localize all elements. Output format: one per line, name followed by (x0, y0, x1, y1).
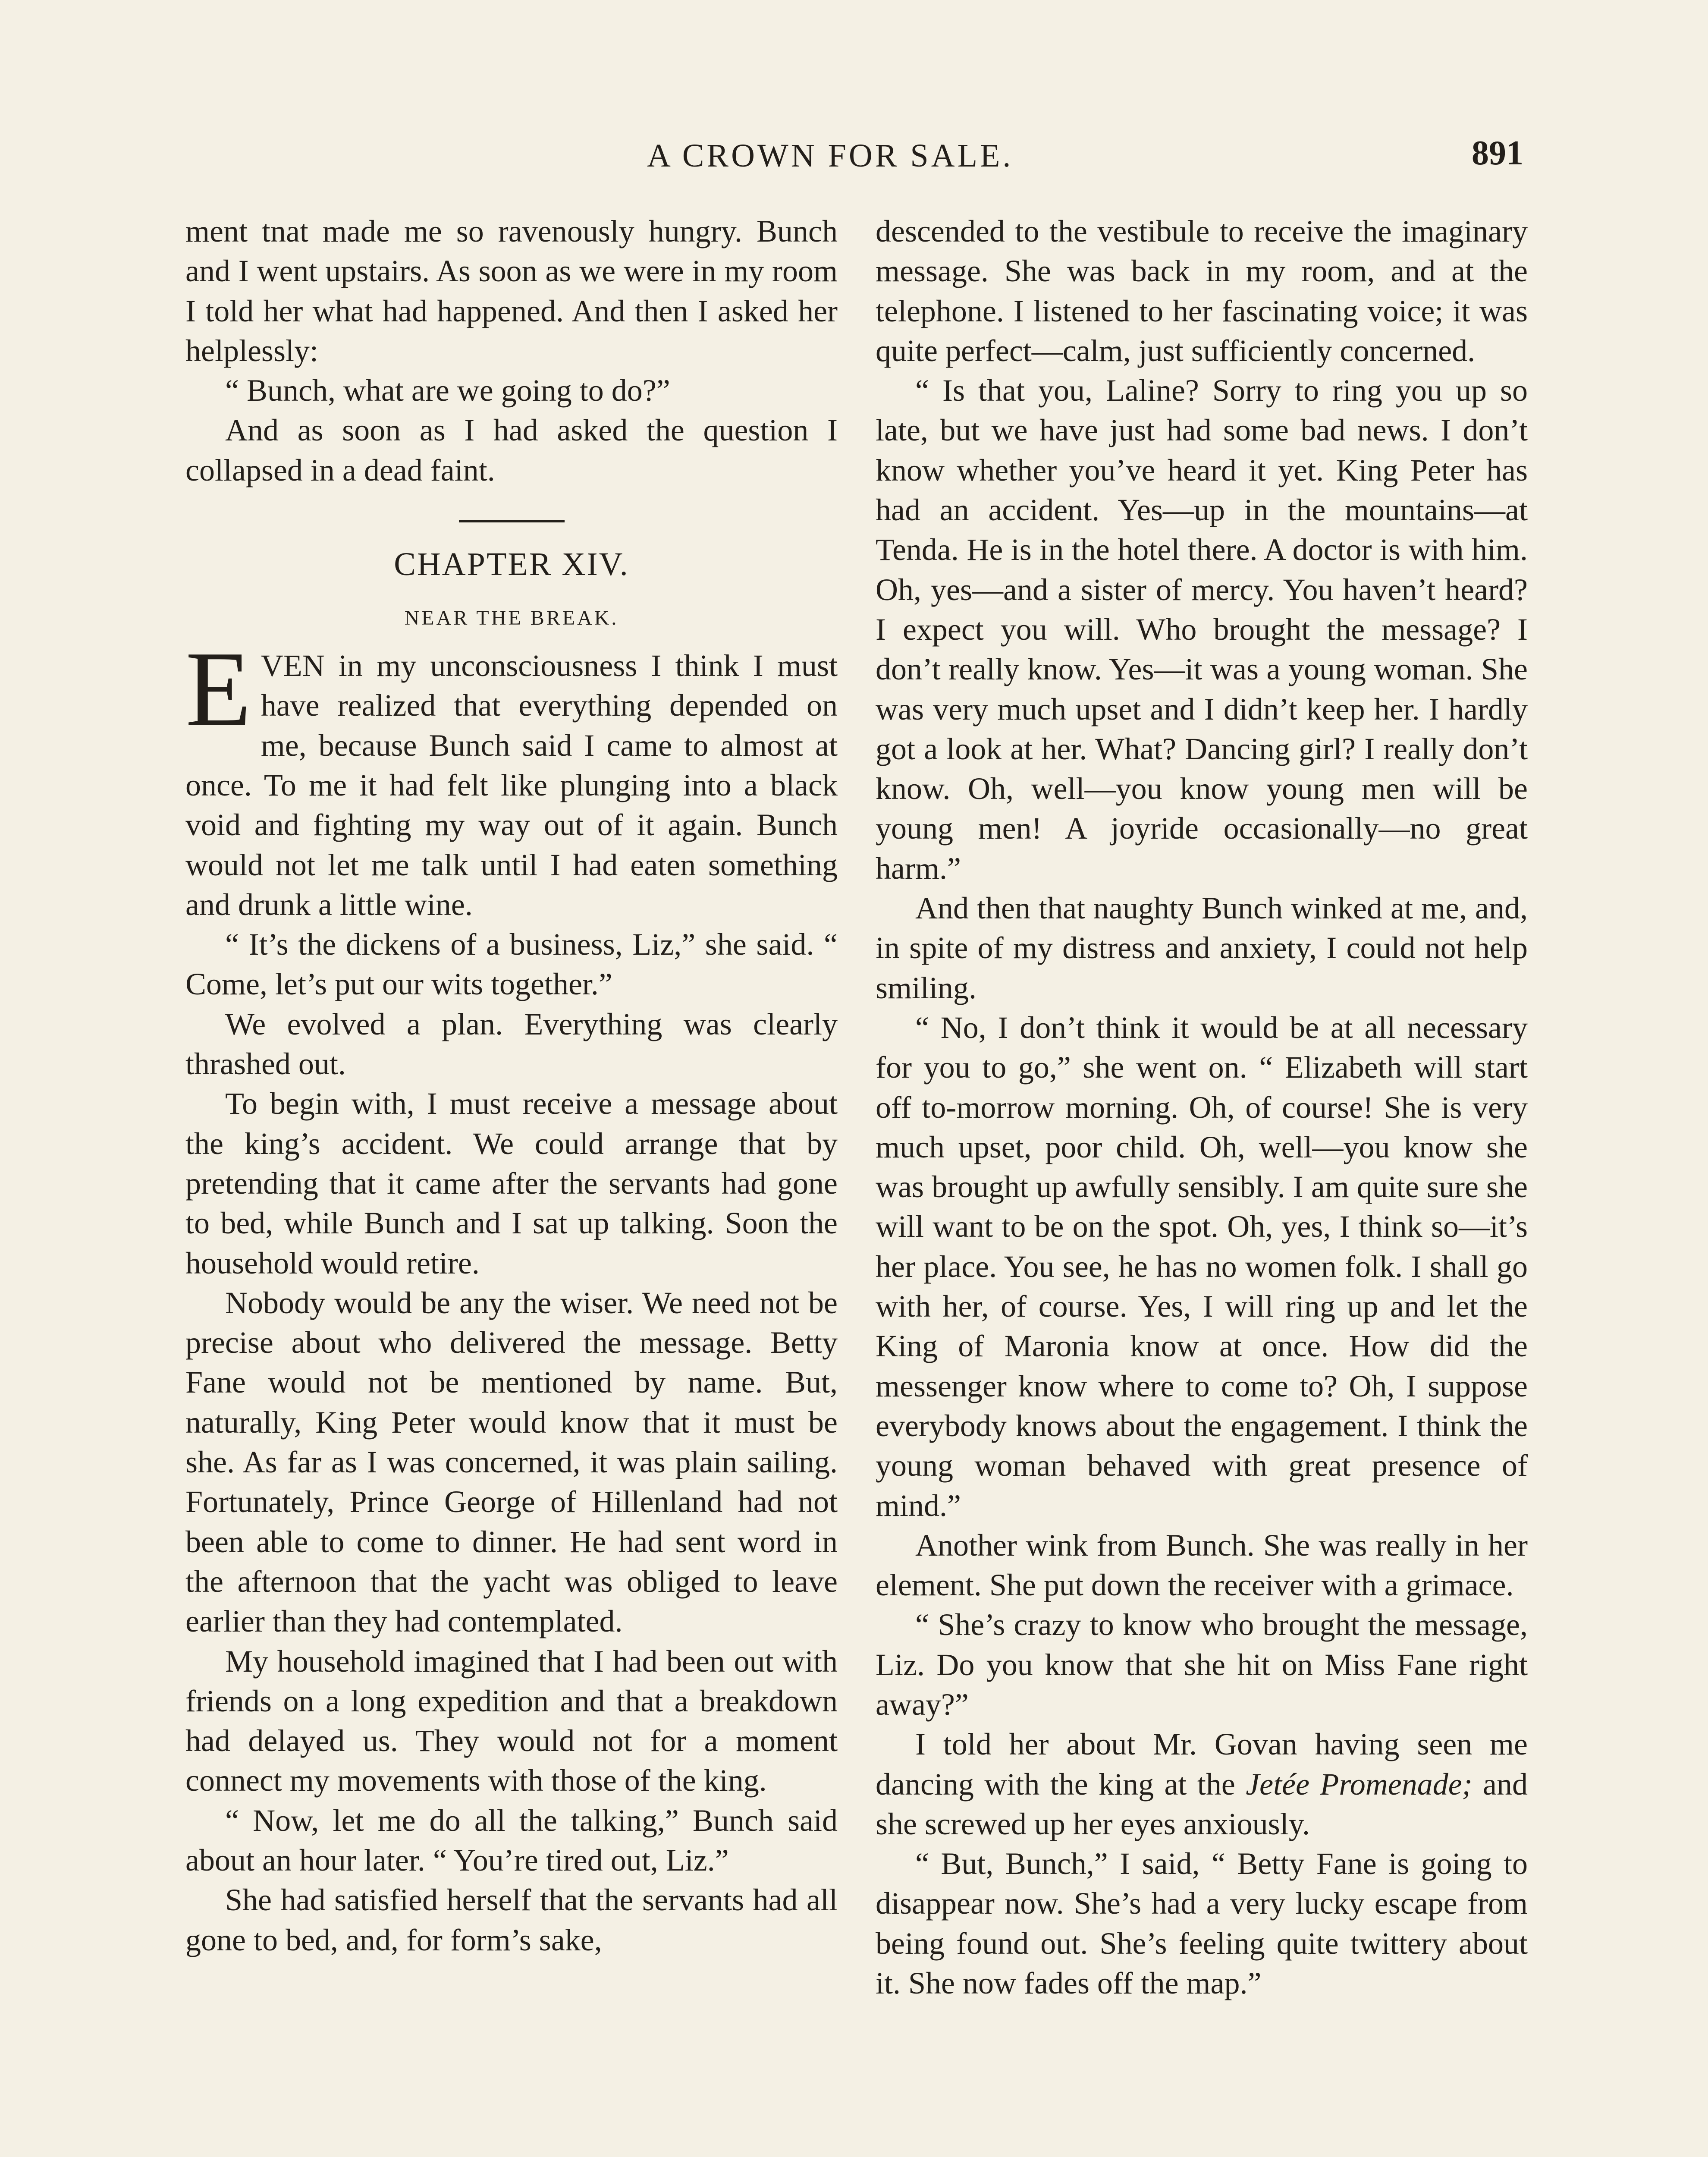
paragraph: “ Is that you, Laline? Sorry to ring you up so late, but we have just had some bad news. I don’t know whether you’ve heard it yet. King Peter has had an accident. Yes—up in the mountains—at Tenda. He is in the hotel there. A doctor is with him. Oh, yes—and a sister of mercy. You haven’t heard? I expect you will. Who brought the message? I don’t really know. Yes—it was a young woman. She was very much upset and I didn’t keep her. I hardly got a look at her. What? Dancing girl? I really don’t know. Oh, well—you know young men will be young men! A joyride occasionally—no great harm.” (876, 373, 1528, 886)
paragraph: And then that naughty Bunch winked at me, and, in spite of my distress and anxiety, I could not help smiling. (876, 891, 1528, 1005)
paragraph: “ But, Bunch,” I said, “ Betty Fane is going to disappear now. She’s had a very lucky escape from being found out. She’s feeling quite twittery about it. She now fades off the map.” (876, 1846, 1528, 2001)
italic-place-name: Jetée Promenade; (1246, 1767, 1473, 1802)
paragraph: “ It’s the dickens of a business, Liz,” she said. “ Come, let’s put our wits together.” (185, 927, 838, 1002)
paragraph: My household imagined that I had been out with friends on a long expedition and that a breakdown had delayed us. They would not for a moment connect my movements with those of the king. (185, 1644, 838, 1798)
right-column (876, 211, 1528, 2003)
running-header: A CROWN FOR SALE. (647, 138, 1014, 174)
paragraph: Nobody would be any the wiser. We need not be precise about who delivered the message. Betty Fane would not be mentioned by name. But, naturally, King Peter would know that it must be she. As far as I was concerned, it was plain sailing. Fortunately, Prince George of Hillenland had not been able to come to dinner. He had sent word in the afternoon that the yacht was obliged to leave earlier than they had contemplated. (185, 1285, 838, 1639)
paragraph: ment tnat made me so ravenously hungry. Bunch and I went upstairs. As soon as we were in my room I told her what had happened. And then I asked her helplessly: (185, 214, 838, 368)
opening-paragraph-text: VEN in my unconsciousness I think I must have realized that everything depended on me, because Bunch said I came to almost at once. To me it had felt like plunging into a black void and fighting my way out of it again. Bunch would not let me talk until I had eaten something and drunk a little wine. (185, 648, 838, 922)
paragraph: She had satisfied herself that the servants had all gone to bed, and, for form’s sake, (185, 1883, 838, 1957)
paragraph: To begin with, I must receive a message about the king’s accident. We could arrange that by pretending that it came after the servants had gone to bed, while Bunch and I sat up talking. Soon the household would retire. (185, 1086, 838, 1280)
left-column (185, 211, 838, 1960)
paragraph: “ Bunch, what are we going to do?” (225, 373, 670, 408)
paragraph: “ She’s crazy to know who brought the message, Liz. Do you know that she hit on Miss Fane right away?” (876, 1607, 1528, 1722)
paragraph: We evolved a plan. Everything was clearly thrashed out. (185, 1006, 838, 1082)
page-number: 891 (1472, 134, 1523, 172)
opening-paragraph (185, 629, 838, 924)
chapter-subtitle: NEAR THE BREAK. (404, 607, 619, 630)
paragraph (876, 1724, 1528, 1844)
paragraph-text: I told her about Mr. Govan having seen me dancing with the king at the (876, 1727, 1528, 1802)
chapter-title: CHAPTER XIV. (394, 546, 629, 583)
drop-cap: E (185, 629, 251, 749)
paragraph-text: and she screwed up her eyes anxiously. (876, 1767, 1528, 1841)
paragraph: descended to the vestibule to receive the imaginary message. She was back in my room, and at the telephone. I listened to her fascinating voice; it was quite perfect—calm, just sufficiently concerned. (876, 214, 1528, 368)
paragraph: “ Now, let me do all the talking,” Bunch said about an hour later. “ You’re tired out, Liz.” (185, 1803, 838, 1877)
paragraph: Another wink from Bunch. She was really in her element. She put down the receiver with a grimace. (876, 1528, 1528, 1603)
paragraph: “ No, I don’t think it would be at all necessary for you to go,” she went on. “ Elizabeth will start off to-morrow morning. Oh, of course! She is very much upset, poor child. Oh, well—you know she was brought up awfully sensibly. I am quite sure she will want to be on the spot. Oh, yes, I think so—it’s her place. You see, he has no women folk. I shall go with her, of course. Yes, I will ring up and let the King of Maronia know at once. How did the messenger know where to come to? Oh, I suppose everybody knows about the engagement. I think the young woman behaved with great presence of mind.” (876, 1010, 1528, 1523)
paragraph: And as soon as I had asked the question I collapsed in a dead faint. (185, 413, 838, 487)
section-divider (459, 520, 565, 522)
